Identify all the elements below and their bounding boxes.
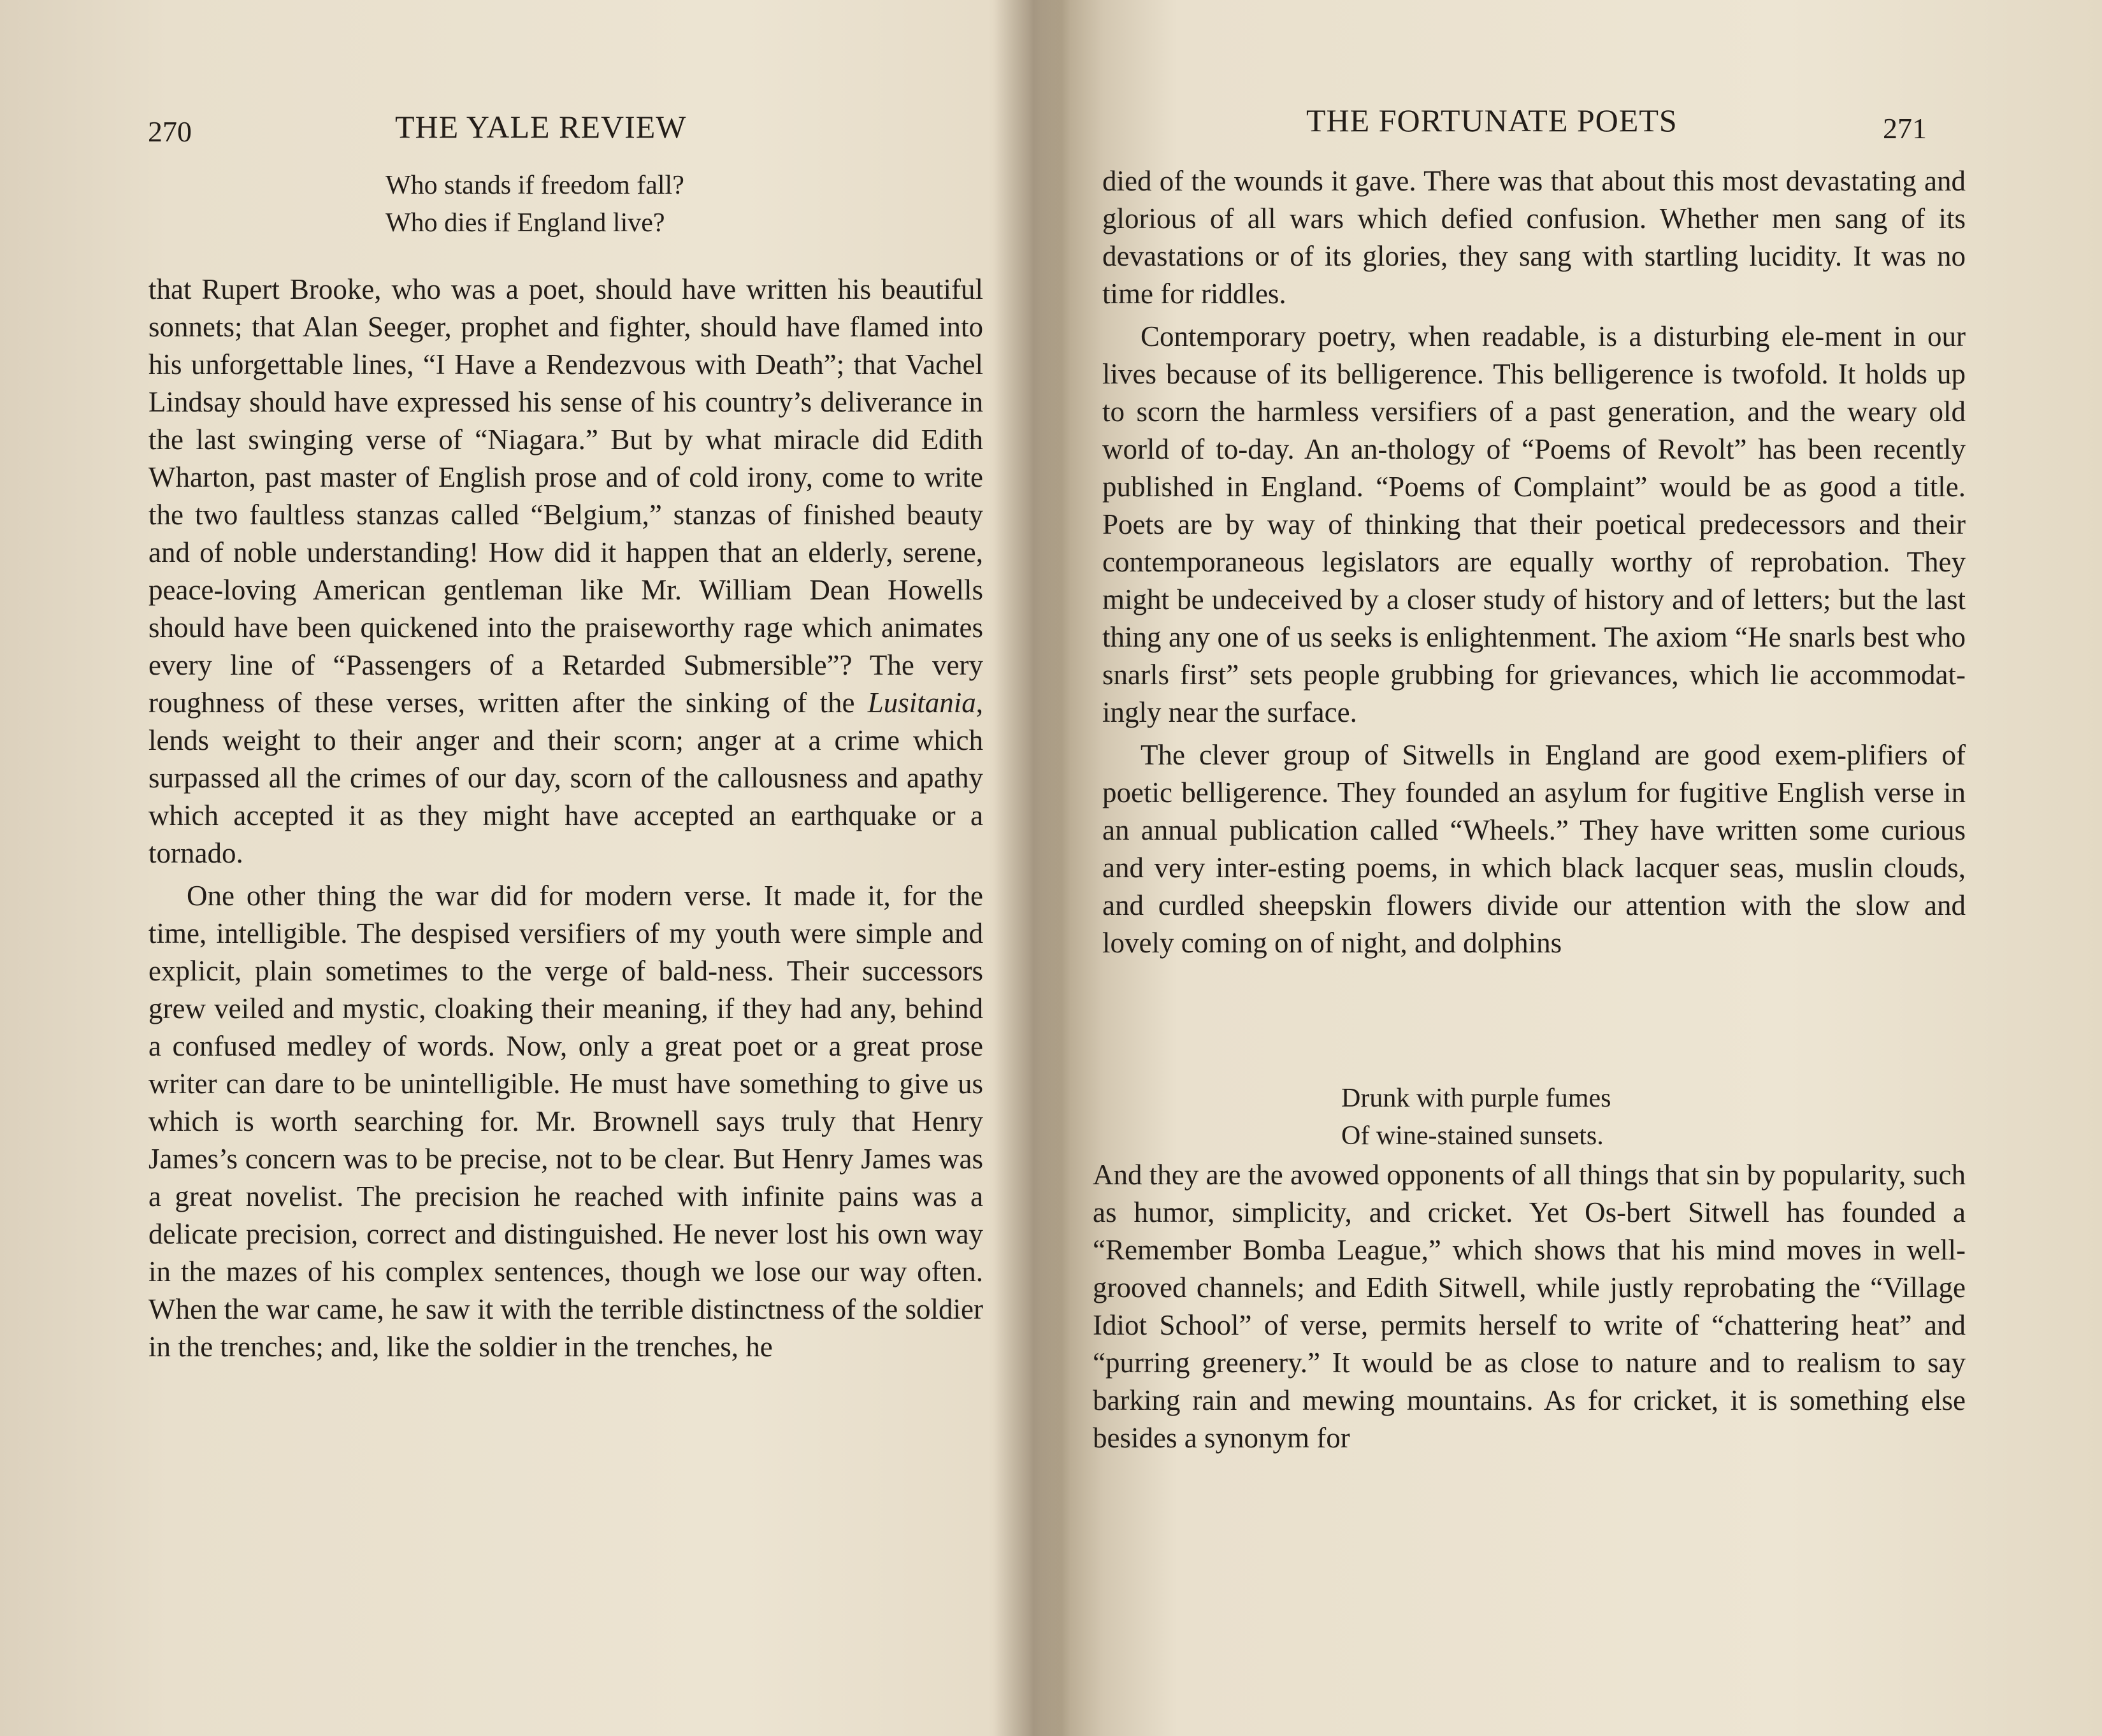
paragraph: The clever group of Sitwells in England are good exem-plifiers of poetic belligerence. They founded an asylum for fugitive English verse in an annual publication called “Wheels.” They have written some curious and very inter-esting poems, in which black lacquer seas, muslin clouds, and curdled sheepskin flowers divide our attention with the slow and lovely coming on of night, and dolphins	[1102, 739, 1966, 959]
body-text-right-top	[1102, 162, 1966, 962]
body-text-right-bottom	[1093, 1156, 1966, 1457]
paragraph	[148, 271, 983, 872]
paragraph: died of the wounds it gave. There was that about this most devastating and glorious of all wars which defied confusion. Whether men sang of its devastations or of its glories, they sang with startling lucidity. It was no time for riddles.	[1102, 165, 1966, 310]
verse-line: Who stands if freedom fall?	[385, 171, 684, 200]
paragraph-text: that Rupert Brooke, who was a poet, should have written his beautiful sonnets; that Alan Seeger, prophet and fighter, should have flamed into his unforgettable lines, “I Have a Rendezvous with Death”; that Vachel Lindsay should have expressed his sense of his country’s deliverance in the last swinging verse of “Niagara.” But by what miracle did Edith Wharton, past master of English prose and of cold irony, come to write the two faultless stanzas called “Belgium,” stanzas of finished beauty and of noble understanding! How did it happen that an elderly, serene, peace-loving American gentleman like Mr. William Dean Howells should have been quickened into the praiseworthy rage which animates every line of “Passengers of a Retarded Submersible”? The very roughness of these verses, written after the sinking of the	[148, 273, 983, 719]
body-text-left	[148, 271, 983, 1366]
verse-quote-left	[385, 167, 684, 242]
paragraph: And they are the avowed opponents of all things that sin by popularity, such as humor, simplicity, and cricket. Yet Os-bert Sitwell has founded a “Remember Bomba League,” which shows that his mind moves in well-grooved channels; and Edith Sitwell, while justly reprobating the “Village Idiot School” of verse, permits herself to write of “chattering heat” and “purring greenery.” It would be as close to nature and to realism to say barking rain and mewing mountains. As for cricket, it is something else besides a synonym for	[1093, 1159, 1966, 1454]
page-number-left: 270	[148, 115, 192, 148]
verse-line: Who dies if England live?	[385, 208, 665, 238]
verse-quote-right	[1341, 1080, 1611, 1155]
ship-name: Lusitania	[867, 687, 976, 719]
running-head-left: THE YALE REVIEW	[395, 109, 687, 145]
verse-line: Of wine-stained sunsets.	[1341, 1121, 1604, 1151]
verse-line: Drunk with purple fumes	[1341, 1084, 1611, 1113]
page-number-right: 271	[1883, 112, 1927, 145]
right-page	[1058, 0, 2102, 1736]
paragraph-text: , lends weight to their anger and their scorn; anger at a crime which surpassed all the crimes of our day, scorn of the callousness and apathy which accepted it as they might have accepted an earthquake or a tornado.	[148, 687, 983, 869]
running-head-right: THE FORTUNATE POETS	[1306, 103, 1678, 138]
left-page	[0, 0, 1039, 1736]
paragraph: Contemporary poetry, when readable, is a disturbing ele-ment in our lives because of its belligerence. This belligerence is twofold. It holds up to scorn the harmless versifiers of a past generation, and the weary old world of to-day. An an-thology of “Poems of Revolt” has been recently published in England. “Poems of Complaint” would be as good a title. Poets are by way of thinking that their poetical predecessors and their contemporaneous legislators are equally worthy of reprobation. They might be undeceived by a closer study of history and of letters; but the last thing any one of us seeks is enlightenment. The axiom “He snarls best who snarls first” sets people grubbing for grievances, which lie accommodat-ingly near the surface.	[1102, 320, 1966, 728]
paragraph: One other thing the war did for modern verse. It made it, for the time, intelligible. The despised versifiers of my youth were simple and explicit, plain sometimes to the verge of bald-ness. Their successors grew veiled and mystic, cloaking their meaning, if they had any, behind a confused medley of words. Now, only a great poet or a great prose writer can dare to be unintelligible. He must have something to give us which is worth searching for. Mr. Brownell says truly that Henry James’s concern was to be precise, not to be clear. But Henry James was a great novelist. The precision he reached with infinite pains was a delicate precision, correct and distinguished. He never lost his own way in the mazes of his complex sentences, though we lose our way often. When the war came, he saw it with the terrible distinctness of the soldier in the trenches; and, like the soldier in the trenches, he	[148, 880, 983, 1363]
